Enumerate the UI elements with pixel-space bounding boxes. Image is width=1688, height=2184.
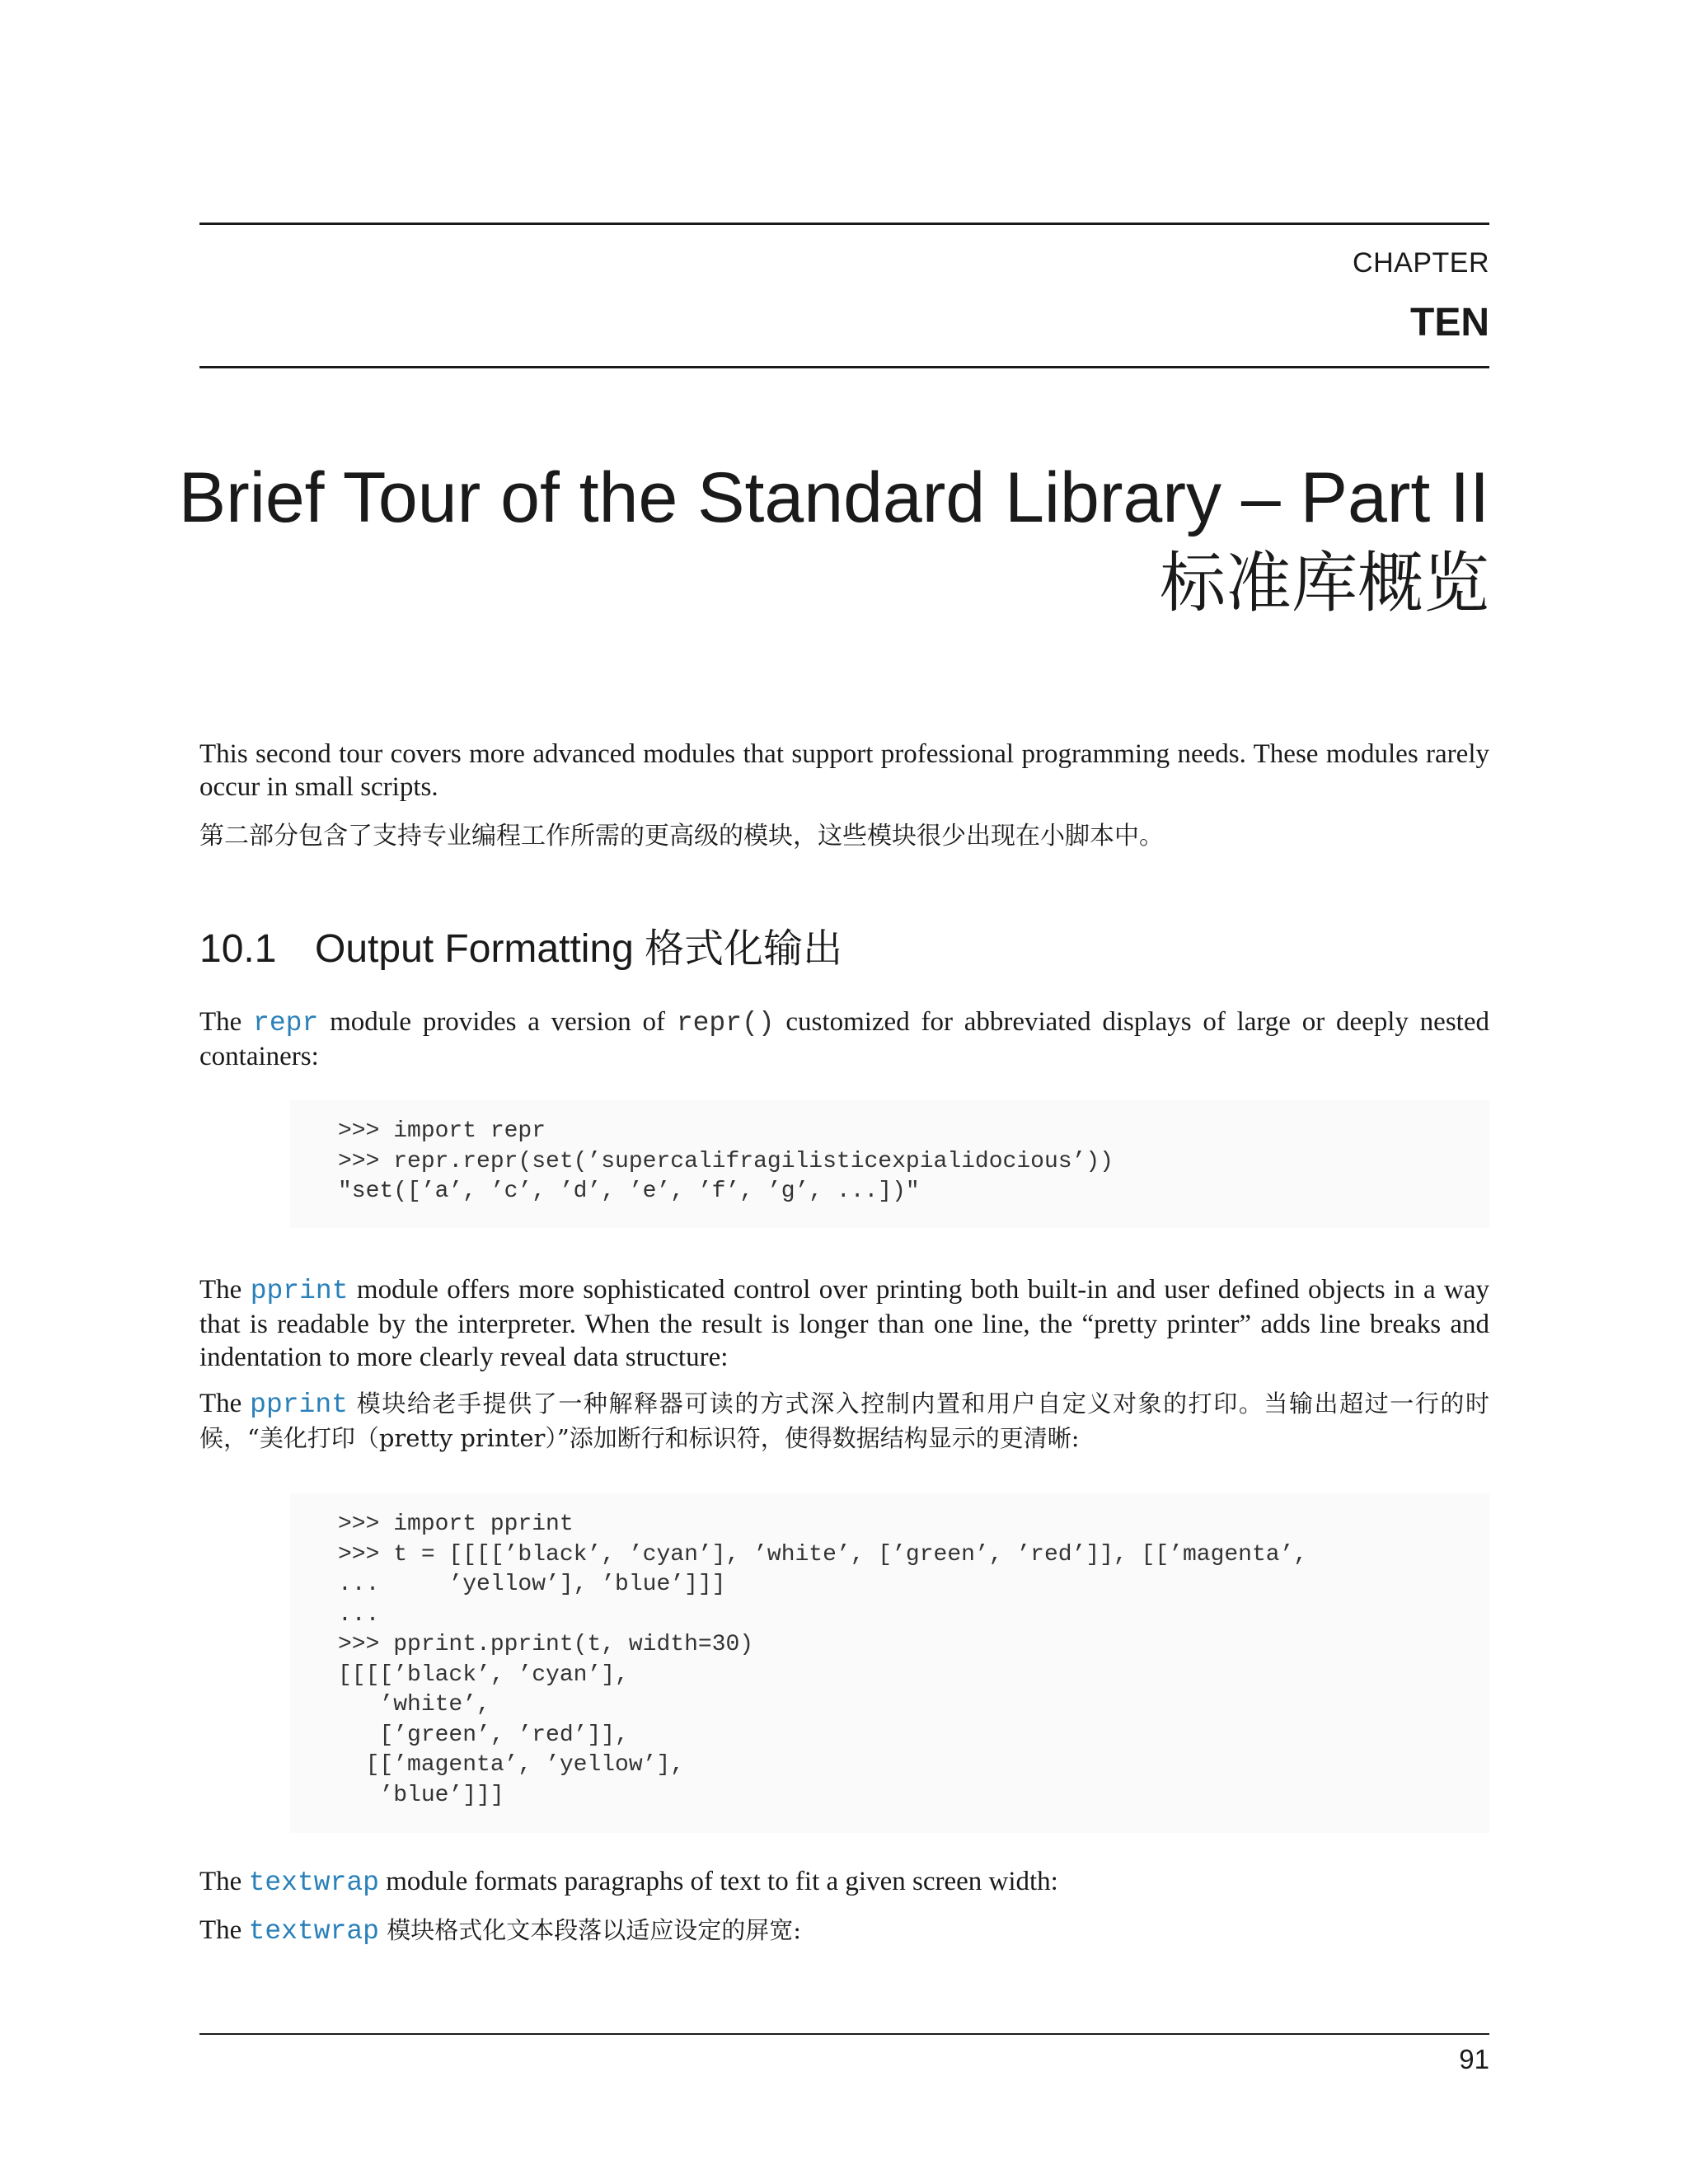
code-line: [[’magenta’, ’yellow’], — [338, 1752, 685, 1778]
chapter-title — [179, 455, 1489, 626]
repr-paragraph: The repr module provides a version of repr() customized for abbreviated displays of large or deeply nested containers: — [199, 1007, 1489, 1071]
textwrap-paragraph-chinese: The textwrap 模块格式化文本段落以适应设定的屏宽: — [199, 1915, 801, 1947]
code-line: ... ’yellow’], ’blue’]]] — [338, 1572, 726, 1597]
code-line: [[[[’black’, ’cyan’], — [338, 1661, 629, 1688]
section-heading — [199, 916, 842, 973]
code-line: >>> import pprint — [338, 1511, 574, 1537]
section-title-text: Output Formatting 格式化输出 — [315, 927, 843, 971]
code-line: ’white’, — [338, 1692, 490, 1718]
code-line: ... — [338, 1601, 380, 1628]
textwrap-module-link-zh[interactable]: textwrap — [248, 1916, 379, 1947]
chapter-title-chinese: 标准库概览 — [1160, 545, 1489, 621]
repr-function: repr() — [676, 1008, 775, 1038]
pprint-module-link-zh[interactable]: pprint — [250, 1390, 348, 1420]
pprint-code-block — [290, 1493, 1489, 1833]
pprint-paragraph-chinese: The pprint 模块给老手提供了一种解释器可读的方式深入控制内置和用户自定义对象的打印。当输出超过一行的时候，“美化打印（pretty printer）”添加断行和标识符，使得数据结构显示的更清晰: — [199, 1389, 1489, 1452]
intro-paragraph-chinese: 第二部分包含了支持专业编程工作所需的更高级的模块，这些模块很少出现在小脚本中。 — [199, 822, 1164, 851]
chapter-title-english: Brief Tour of the Standard Library – Part II — [178, 458, 1489, 537]
code-line: >>> import repr — [338, 1118, 546, 1144]
textwrap-paragraph: The textwrap module formats paragraphs of text to fit a given screen width: — [199, 1867, 1058, 1898]
code-line: [’green’, ’red’]], — [338, 1722, 629, 1748]
footer-rule — [199, 2033, 1489, 2035]
code-line: >>> t = [[[[’black’, ’cyan’], ’white’, [’green’, ’red’]], [[’magenta’, — [338, 1541, 1308, 1568]
pprint-module-link[interactable]: pprint — [250, 1276, 349, 1306]
code-line: >>> pprint.pprint(t, width=30) — [338, 1632, 754, 1657]
textwrap-module-link[interactable]: textwrap — [248, 1868, 379, 1898]
repr-module-link[interactable]: repr — [253, 1008, 319, 1038]
header-bottom-rule — [199, 366, 1489, 368]
intro-paragraph: This second tour covers more advanced modules that support professional programming needs. These modules rarely occur in small scripts. — [199, 739, 1489, 802]
chapter-number: TEN — [1410, 301, 1489, 344]
code-line: ’blue’]]] — [338, 1782, 504, 1808]
code-line: >>> repr.repr(set(’supercalifragilisticexpialidocious’)) — [338, 1148, 1114, 1174]
section-number: 10.1 — [199, 927, 277, 971]
pprint-paragraph: The pprint module offers more sophisticated control over printing both built-in and user defined objects in a way that is readable by the interpreter. When the result is longer than one line, the “pretty printer” adds line breaks and indentation to more clearly reveal data structure: — [199, 1275, 1489, 1372]
code-line: "set([’a’, ’c’, ’d’, ’e’, ’f’, ’g’, ...])" — [338, 1179, 920, 1204]
header-top-rule — [199, 223, 1489, 225]
page-number: 91 — [1459, 2044, 1489, 2074]
repr-code-block — [290, 1100, 1489, 1228]
chapter-label: CHAPTER — [1353, 247, 1489, 279]
